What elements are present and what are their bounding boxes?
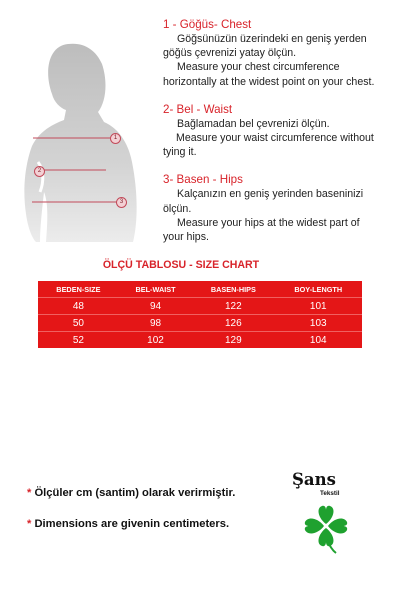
waist-line-2: Measure your waist circumference without (176, 132, 374, 145)
chest-title: 1 - Göğüs- Chest (163, 18, 252, 31)
cell-waist: 102 (119, 332, 192, 349)
hips-line-1: Kalçanızın en geniş yerinden baseninizi (177, 188, 364, 201)
cell-size: 50 (38, 315, 119, 332)
chest-line-3: Measure your chest circumference (177, 61, 340, 74)
cell-length: 101 (275, 298, 363, 315)
cell-hips: 126 (192, 315, 274, 332)
cell-hips: 122 (192, 298, 274, 315)
table-header-row (38, 281, 362, 298)
cell-size: 52 (38, 332, 119, 349)
cell-length: 103 (275, 315, 363, 332)
body-silhouette (18, 42, 143, 242)
measurement-lines (18, 42, 143, 242)
table-row (38, 315, 362, 332)
cell-waist: 98 (119, 315, 192, 332)
note-turkish-text: Ölçüler cm (santim) olarak verirmiştir. (34, 487, 236, 499)
marker-waist-label: 2 (37, 168, 42, 174)
brand-logo (292, 470, 372, 555)
note-star: * (27, 487, 32, 499)
header-length: BOY-LENGTH (275, 281, 363, 298)
brand-name: Şans (292, 470, 336, 489)
marker-waist (34, 166, 45, 177)
hips-line-2: ölçün. (163, 202, 192, 215)
table-row (38, 298, 362, 315)
cell-length: 104 (275, 332, 363, 349)
chest-instructions (163, 18, 395, 89)
waist-instructions (163, 103, 395, 160)
note-turkish (27, 487, 235, 499)
brand-subtitle: Tekstil (320, 490, 340, 497)
marker-hips-label: 3 (119, 199, 124, 205)
note-english (27, 518, 229, 530)
note-star: * (27, 518, 32, 530)
waist-line-1: Bağlamadan bel çevrenizi ölçün. (177, 117, 330, 130)
chest-line-4: horizontally at the widest point on your chest. (163, 75, 375, 88)
marker-hips (116, 197, 127, 208)
chest-line-2: göğüs çevrenizi yatay ölçün. (163, 47, 297, 60)
hips-title: 3- Basen - Hips (163, 173, 243, 187)
marker-chest-label: 1 (113, 135, 118, 141)
cell-hips: 129 (192, 332, 274, 349)
measurement-instructions (163, 18, 395, 256)
four-leaf-clover-icon (302, 504, 350, 554)
cell-waist: 94 (119, 298, 192, 315)
header-size: BEDEN-SIZE (38, 281, 119, 298)
hips-line-3: Measure your hips at the widest part of (177, 216, 360, 229)
waist-line-3: tying it. (163, 146, 197, 159)
hips-instructions (163, 173, 395, 244)
header-waist: BEL-WAIST (119, 281, 192, 298)
waist-title: 2- Bel - Waist (163, 102, 233, 116)
hips-line-4: your hips. (163, 231, 209, 244)
note-english-text: Dimensions are givenin centimeters. (34, 518, 230, 530)
marker-chest (110, 133, 121, 144)
size-chart-title: ÖLÇÜ TABLOSU - SIZE CHART (102, 259, 260, 271)
size-chart-table (38, 281, 362, 348)
chest-line-1: Göğsünüzün üzerindeki en geniş yerden (177, 33, 367, 45)
table-row (38, 332, 362, 349)
header-hips: BASEN-HIPS (192, 281, 274, 298)
cell-size: 48 (38, 298, 119, 315)
